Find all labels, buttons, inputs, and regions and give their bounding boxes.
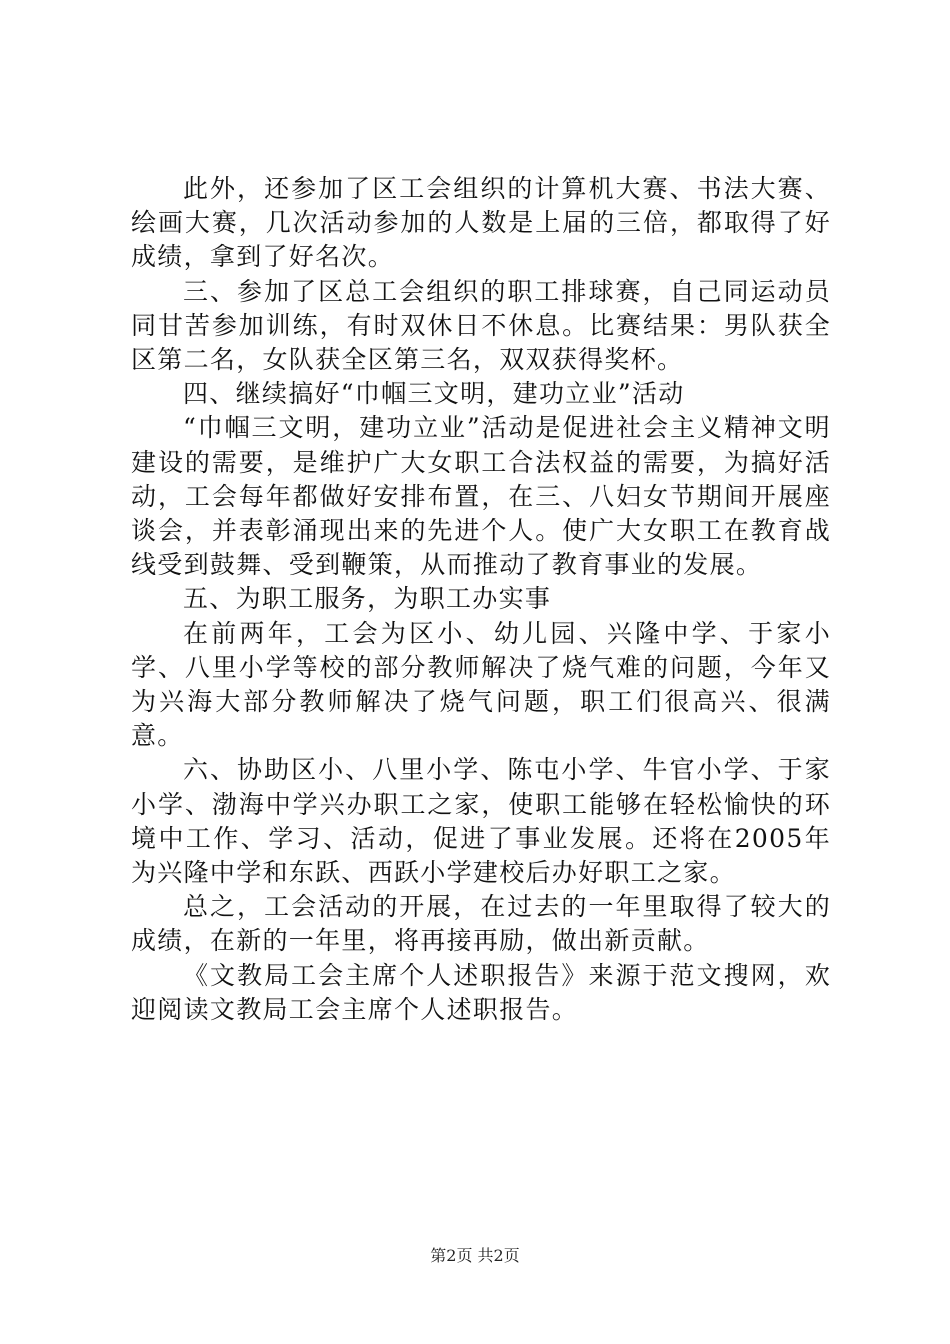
paragraph-volleyball: 三、参加了区总工会组织的职工排球赛，自己同运动员同甘苦参加训练，有时双休日不休息。比赛结果：男队获全区第二名，女队获全区第三名，双双获得奖杯。 [131, 276, 831, 375]
paragraph-summary: 总之，工会活动的开展，在过去的一年里取得了较大的成绩，在新的一年里，将再接再励，做出新贡献。 [131, 892, 831, 956]
paragraph-gas-problem: 在前两年，工会为区小、幼儿园、兴隆中学、于家小学、八里小学等校的部分教师解决了烧气难的问题，今年又为兴海大部分教师解决了烧气问题，职工们很高兴、很满意。 [131, 618, 831, 751]
section-heading-four: 四、继续搞好“巾帼三文明，建功立业”活动 [183, 379, 685, 409]
page-number-footer: 第2页 共2页 [430, 1246, 520, 1265]
document-body [131, 172, 831, 1027]
paragraph-staff-home: 六、协助区小、八里小学、陈屯小学、牛官小学、于家小学、渤海中学兴办职工之家，使职工能够在轻松愉快的环境中工作、学习、活动，促进了事业发展。还将在2005年为兴隆中学和东跃、西跃小学建校后办好职工之家。 [131, 755, 831, 888]
paragraph-women-campaign: “巾帼三文明，建功立业”活动是促进社会主义精神文明建设的需要，是维护广大女职工合法权益的需要，为搞好活动，工会每年都做好安排布置，在三、八妇女节期间开展座谈会，并表彰涌现出来的先进个人。使广大女职工在教育战线受到鼓舞、受到鞭策，从而推动了教育事业的发展。 [131, 413, 831, 580]
paragraph-other-contests: 此外，还参加了区工会组织的计算机大赛、书法大赛、绘画大赛，几次活动参加的人数是上届的三倍，都取得了好成绩，拿到了好名次。 [131, 174, 831, 272]
section-heading-five: 五、为职工服务，为职工办实事 [183, 584, 552, 614]
paragraph-source-note: 《文教局工会主席个人述职报告》来源于范文搜网，欢迎阅读文教局工会主席个人述职报告。 [131, 960, 831, 1024]
